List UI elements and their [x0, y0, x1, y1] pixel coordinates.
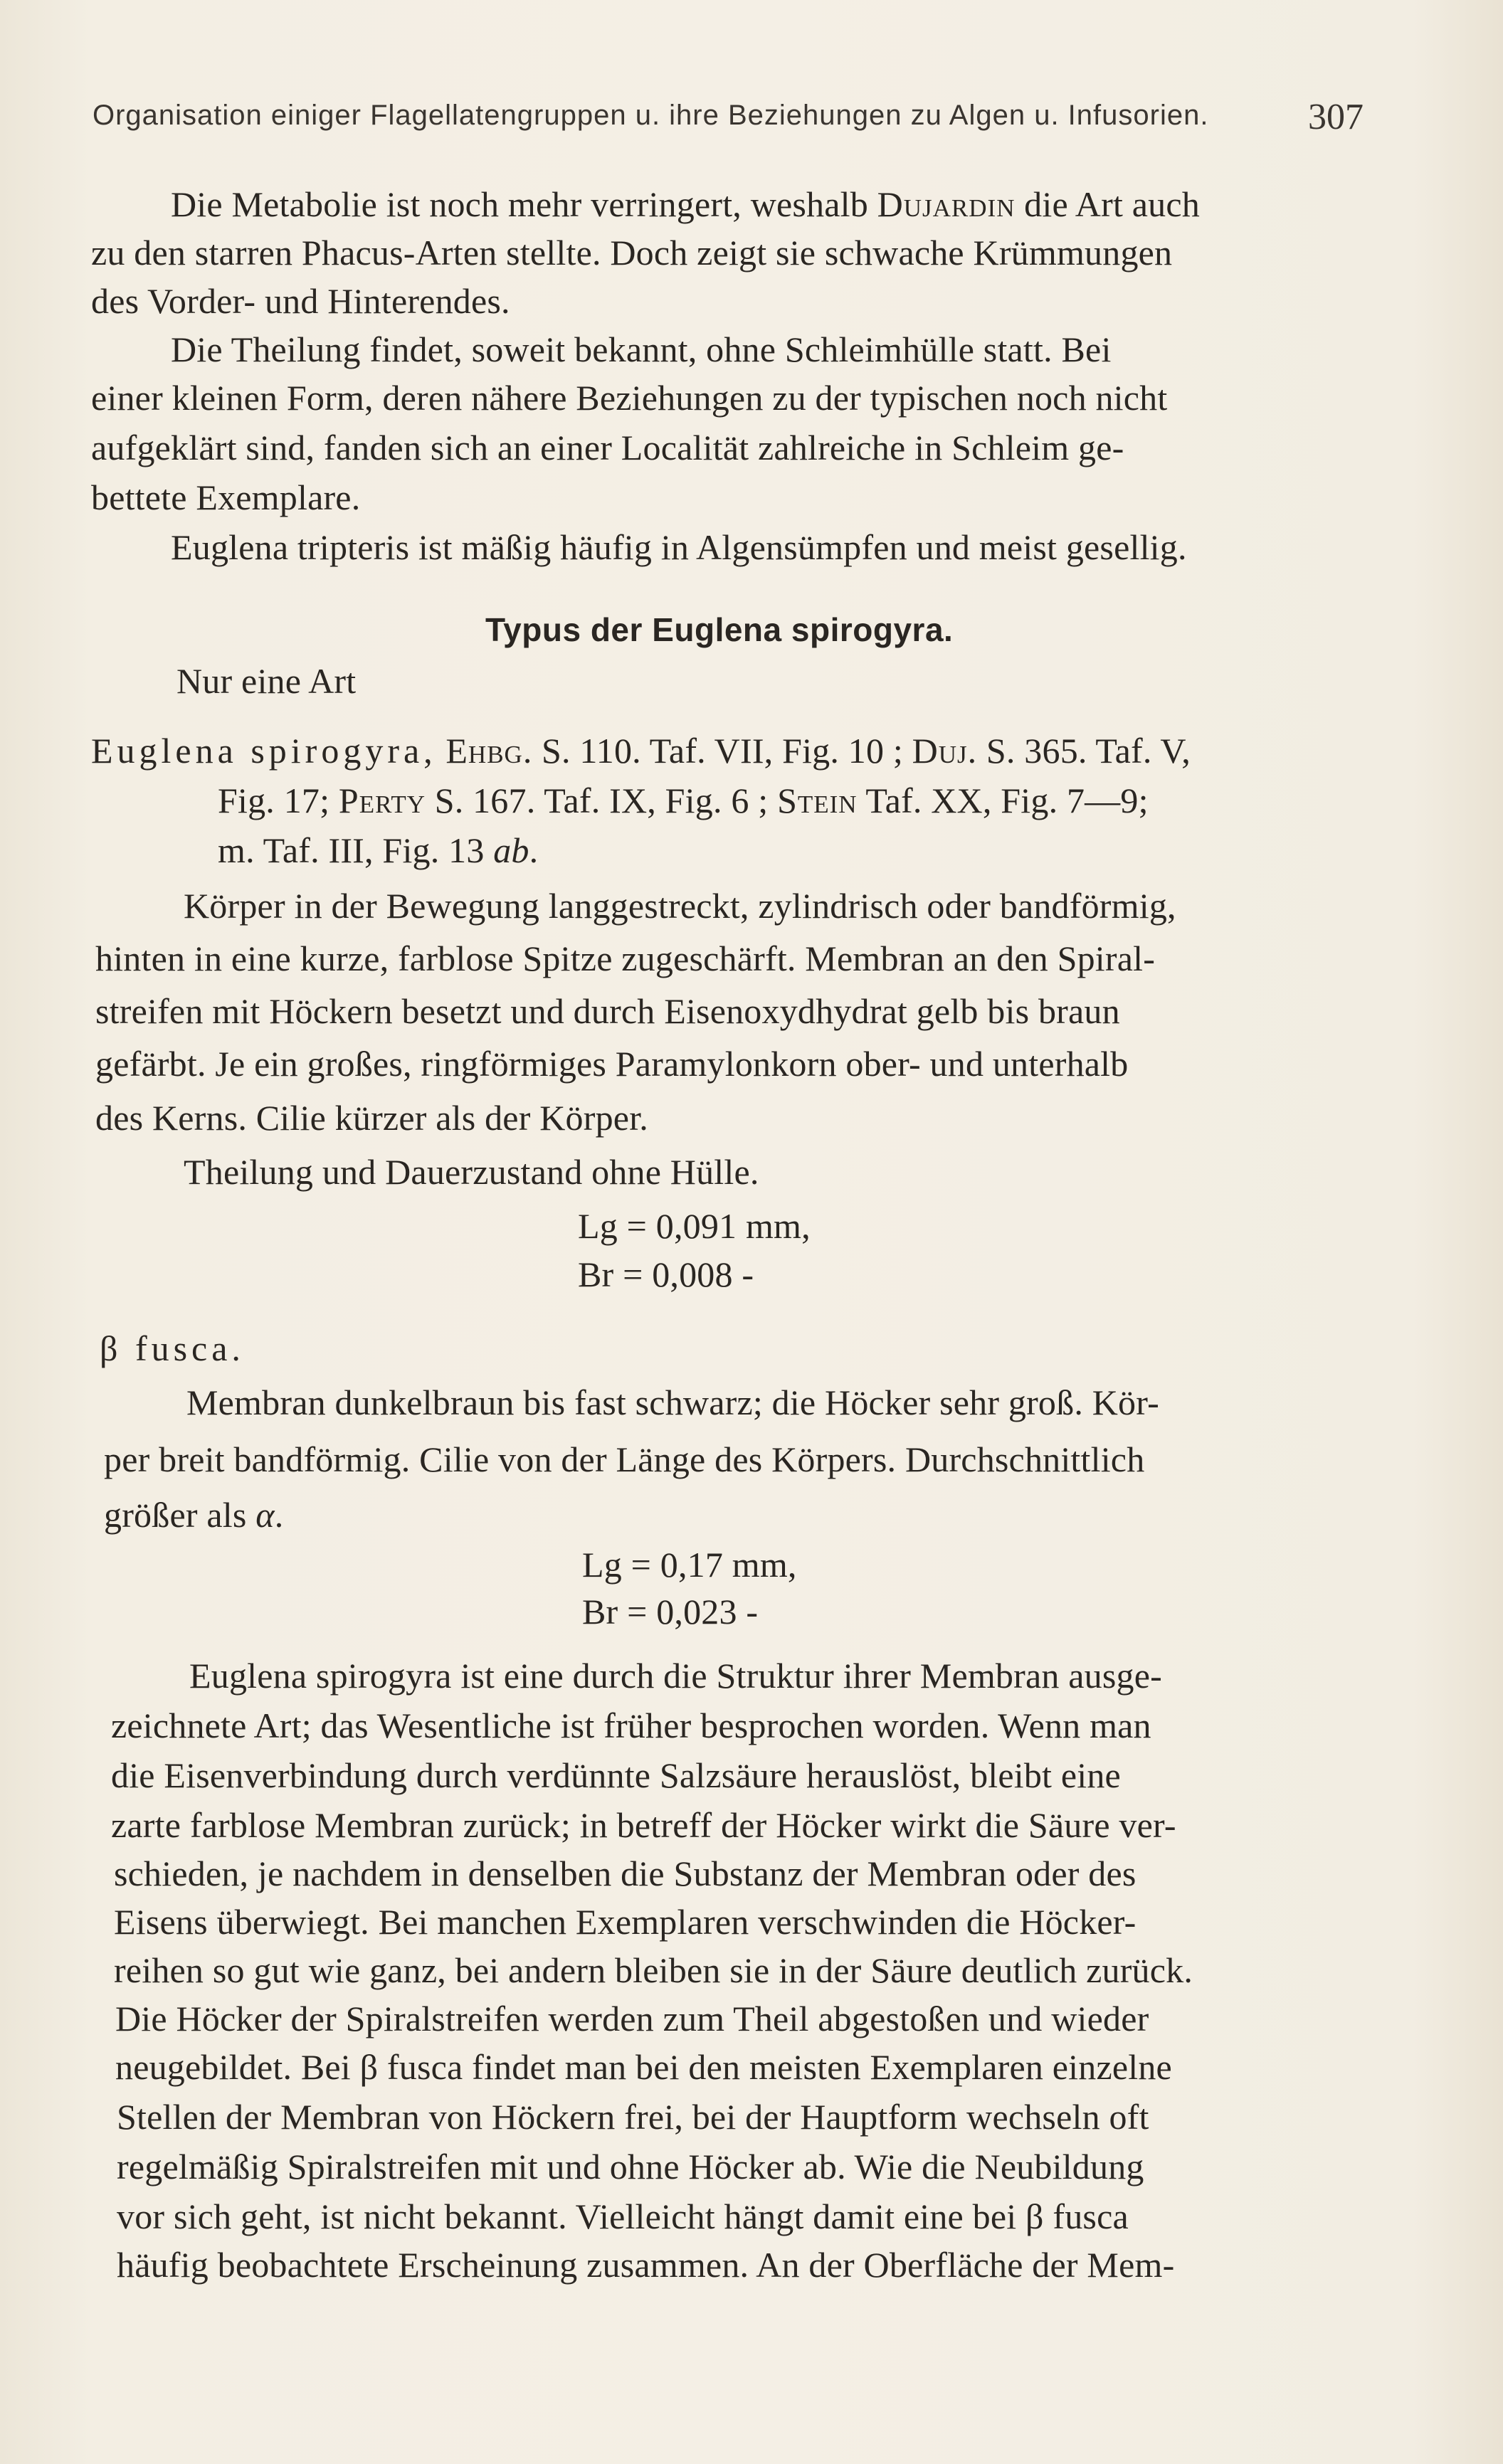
- text-line: bettete Exemplare.: [91, 477, 361, 517]
- text-line: Die Höcker der Spiralstreifen werden zum Theil abgestoßen und wieder: [115, 1999, 1149, 2039]
- text-line: regelmäßig Spiralstreifen mit und ohne Höcker ab. Wie die Neubildung: [117, 2147, 1144, 2187]
- text-line: größer als α.: [104, 1495, 284, 1535]
- text-line: schieden, je nachdem in denselben die Substanz der Membran oder des: [114, 1854, 1137, 1893]
- text-line: zeichnete Art; das Wesentliche ist früher besprochen worden. Wenn man: [111, 1706, 1151, 1745]
- text-line: Eisens überwiegt. Bei manchen Exemplaren verschwinden die Höcker-: [114, 1902, 1137, 1942]
- text-line: per breit bandförmig. Cilie von der Länge des Körpers. Durchschnittlich: [104, 1439, 1145, 1479]
- author-name: Dujardin: [877, 184, 1016, 224]
- text-line: Euglena tripteris ist mäßig häufig in Algensümpfen und meist gesellig.: [171, 527, 1187, 567]
- text-line: Die Metabolie ist noch mehr verringert, weshalb Dujardin die Art auch: [171, 184, 1200, 224]
- text-line: Theilung und Dauerzustand ohne Hülle.: [184, 1152, 759, 1192]
- text-line: Nur eine Art: [176, 661, 357, 701]
- text-line: neugebildet. Bei β fusca findet man bei den meisten Exemplaren einzelne: [115, 2047, 1172, 2087]
- page-number: 307: [1308, 97, 1364, 137]
- text-line: gefärbt. Je ein großes, ringförmiges Paramylonkorn ober- und unterhalb: [95, 1044, 1129, 1084]
- text-line: zarte farblose Membran zurück; in betreff der Höcker wirkt die Säure ver-: [111, 1805, 1176, 1845]
- variety-name: β fusca.: [100, 1328, 245, 1368]
- synonymy-line: Fig. 17; Perty S. 167. Taf. IX, Fig. 6 ; Stein Taf. XX, Fig. 7—9;: [218, 781, 1149, 820]
- text-line: aufgeklärt sind, fanden sich an einer Localität zahlreiche in Schleim ge-: [91, 428, 1124, 467]
- measurement-length: Lg = 0,17 mm,: [582, 1545, 797, 1585]
- text-line: Membran dunkelbraun bis fast schwarz; die Höcker sehr groß. Kör-: [186, 1382, 1159, 1422]
- synonymy-line: Euglena spirogyra, Ehbg. S. 110. Taf. VII, Fig. 10 ; Duj. S. 365. Taf. V,: [91, 731, 1191, 771]
- text-line: häufig beobachtete Erscheinung zusammen. An der Oberfläche der Mem-: [117, 2245, 1175, 2285]
- text-line: Körper in der Bewegung langgestreckt, zylindrisch oder bandförmig,: [184, 886, 1176, 926]
- section-heading: Typus der Euglena spirogyra.: [485, 611, 954, 648]
- text-line: reihen so gut wie ganz, bei andern bleiben sie in der Säure deutlich zurück.: [114, 1950, 1193, 1990]
- text-line: zu den starren Phacus-Arten stellte. Doch zeigt sie schwache Krümmungen: [91, 233, 1173, 273]
- measurement-length: Lg = 0,091 mm,: [578, 1206, 811, 1246]
- text-line: des Vorder- und Hinterendes.: [91, 281, 510, 321]
- species-name: Euglena spirogyra,: [91, 731, 437, 771]
- running-head: Organisation einiger Flagellatengruppen u. ihre Beziehungen zu Algen u. Infusorien.: [93, 100, 1209, 131]
- measurement-breadth: Br = 0,008 -: [578, 1254, 754, 1294]
- synonymy-line: m. Taf. III, Fig. 13 ab.: [218, 830, 539, 870]
- text-line: Die Theilung findet, soweit bekannt, ohne Schleimhülle statt. Bei: [171, 329, 1112, 369]
- text-line: streifen mit Höckern besetzt und durch Eisenoxydhydrat gelb bis braun: [95, 991, 1120, 1031]
- measurement-breadth: Br = 0,023 -: [582, 1592, 759, 1632]
- text-line: des Kerns. Cilie kürzer als der Körper.: [95, 1098, 648, 1138]
- text-line: die Eisenverbindung durch verdünnte Salzsäure herauslöst, bleibt eine: [111, 1755, 1121, 1795]
- text-line: Euglena spirogyra ist eine durch die Struktur ihrer Membran ausge-: [189, 1656, 1162, 1696]
- text-line: einer kleinen Form, deren nähere Beziehungen zu der typischen noch nicht: [91, 378, 1168, 418]
- text-line: hinten in eine kurze, farblose Spitze zugeschärft. Membran an den Spiral-: [95, 938, 1156, 978]
- text-line: Stellen der Membran von Höckern frei, bei der Hauptform wechseln oft: [117, 2097, 1149, 2137]
- text-line: vor sich geht, ist nicht bekannt. Vielleicht hängt damit eine bei β fusca: [117, 2196, 1129, 2236]
